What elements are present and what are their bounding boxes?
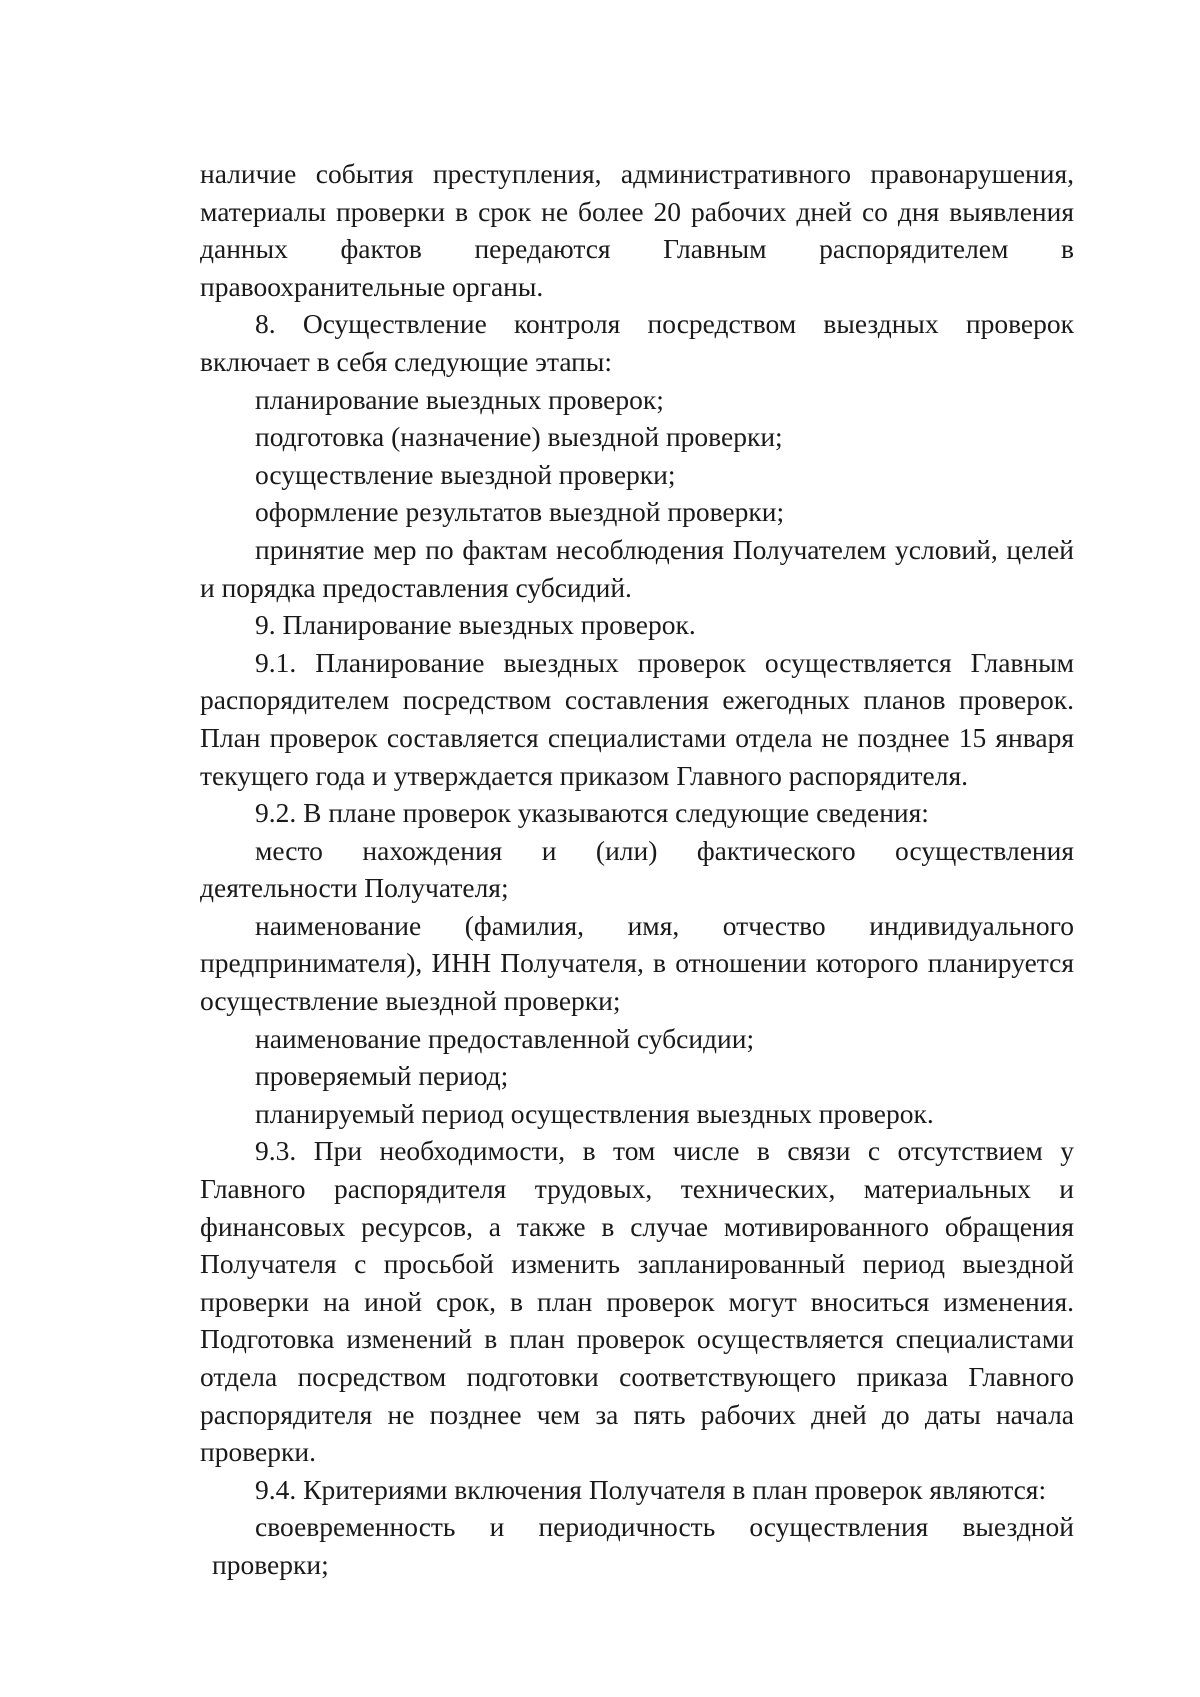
list-item: планирование выездных проверок;: [255, 383, 664, 415]
paragraph: 8. Осуществление контроля посредством выездных проверок включает в себя следующие этапы:: [200, 308, 1074, 377]
paragraph: 9.2. В плане проверок указываются следующие сведения:: [255, 797, 929, 829]
paragraph: 9.4. Критериями включения Получателя в план проверок являются:: [255, 1473, 1047, 1505]
list-item: проверяемый период;: [255, 1060, 509, 1092]
document-body: [200, 155, 1074, 1584]
list-item: принятие мер по фактам несоблюдения Получателем условий, целей и порядка предоставления субсидий.: [200, 533, 1074, 603]
list-item: наименование (фамилия, имя, отчество индивидуального предпринимателя), ИНН Получателя, в отношении которого планируется осуществление выездной проверки;: [200, 909, 1074, 1017]
list-item: планируемый период осуществления выездных проверок.: [255, 1097, 934, 1129]
list-item: оформление результатов выездной проверки;: [255, 496, 785, 528]
list-item: своевременность и периодичность осуществления выездной: [255, 1511, 1074, 1543]
list-item: наименование предоставленной субсидии;: [255, 1022, 755, 1054]
paragraph: наличие события преступления, административного правонарушения, материалы проверки в срок не более 20 рабочих дней со дня выявления данных фактов передаются Главным распорядителем в правоохранительные органы.: [200, 158, 1074, 302]
paragraph: 9.3. При необходимости, в том числе в связи с отсутствием у Главного распорядителя трудовых, технических, материальных и финансовых ресурсов, а также в случае мотивированного обращения Получателя с просьбой изменить запланированный период выездной проверки на иной срок, в план проверок могут вноситься изменения. Подготовка изменений в план проверок осуществляется специалистами отдела посредством подготовки соответствующего приказа Главного распорядителя не позднее чем за пять рабочих дней до даты начала проверки.: [200, 1135, 1074, 1468]
list-item: место нахождения и (или) фактического осуществления деятельности Получателя;: [200, 834, 1074, 904]
paragraph: 9.1. Планирование выездных проверок осуществляется Главным распорядителем посредством составления ежегодных планов проверок. План проверок составляется специалистами отдела не позднее 15 января текущего года и утверждается приказом Главного распорядителя.: [200, 646, 1074, 791]
list-item-continuation: проверки;: [212, 1548, 329, 1580]
list-item: подготовка (назначение) выездной проверки;: [255, 421, 783, 453]
paragraph: 9. Планирование выездных проверок.: [255, 609, 696, 641]
list-item: осуществление выездной проверки;: [255, 458, 676, 490]
